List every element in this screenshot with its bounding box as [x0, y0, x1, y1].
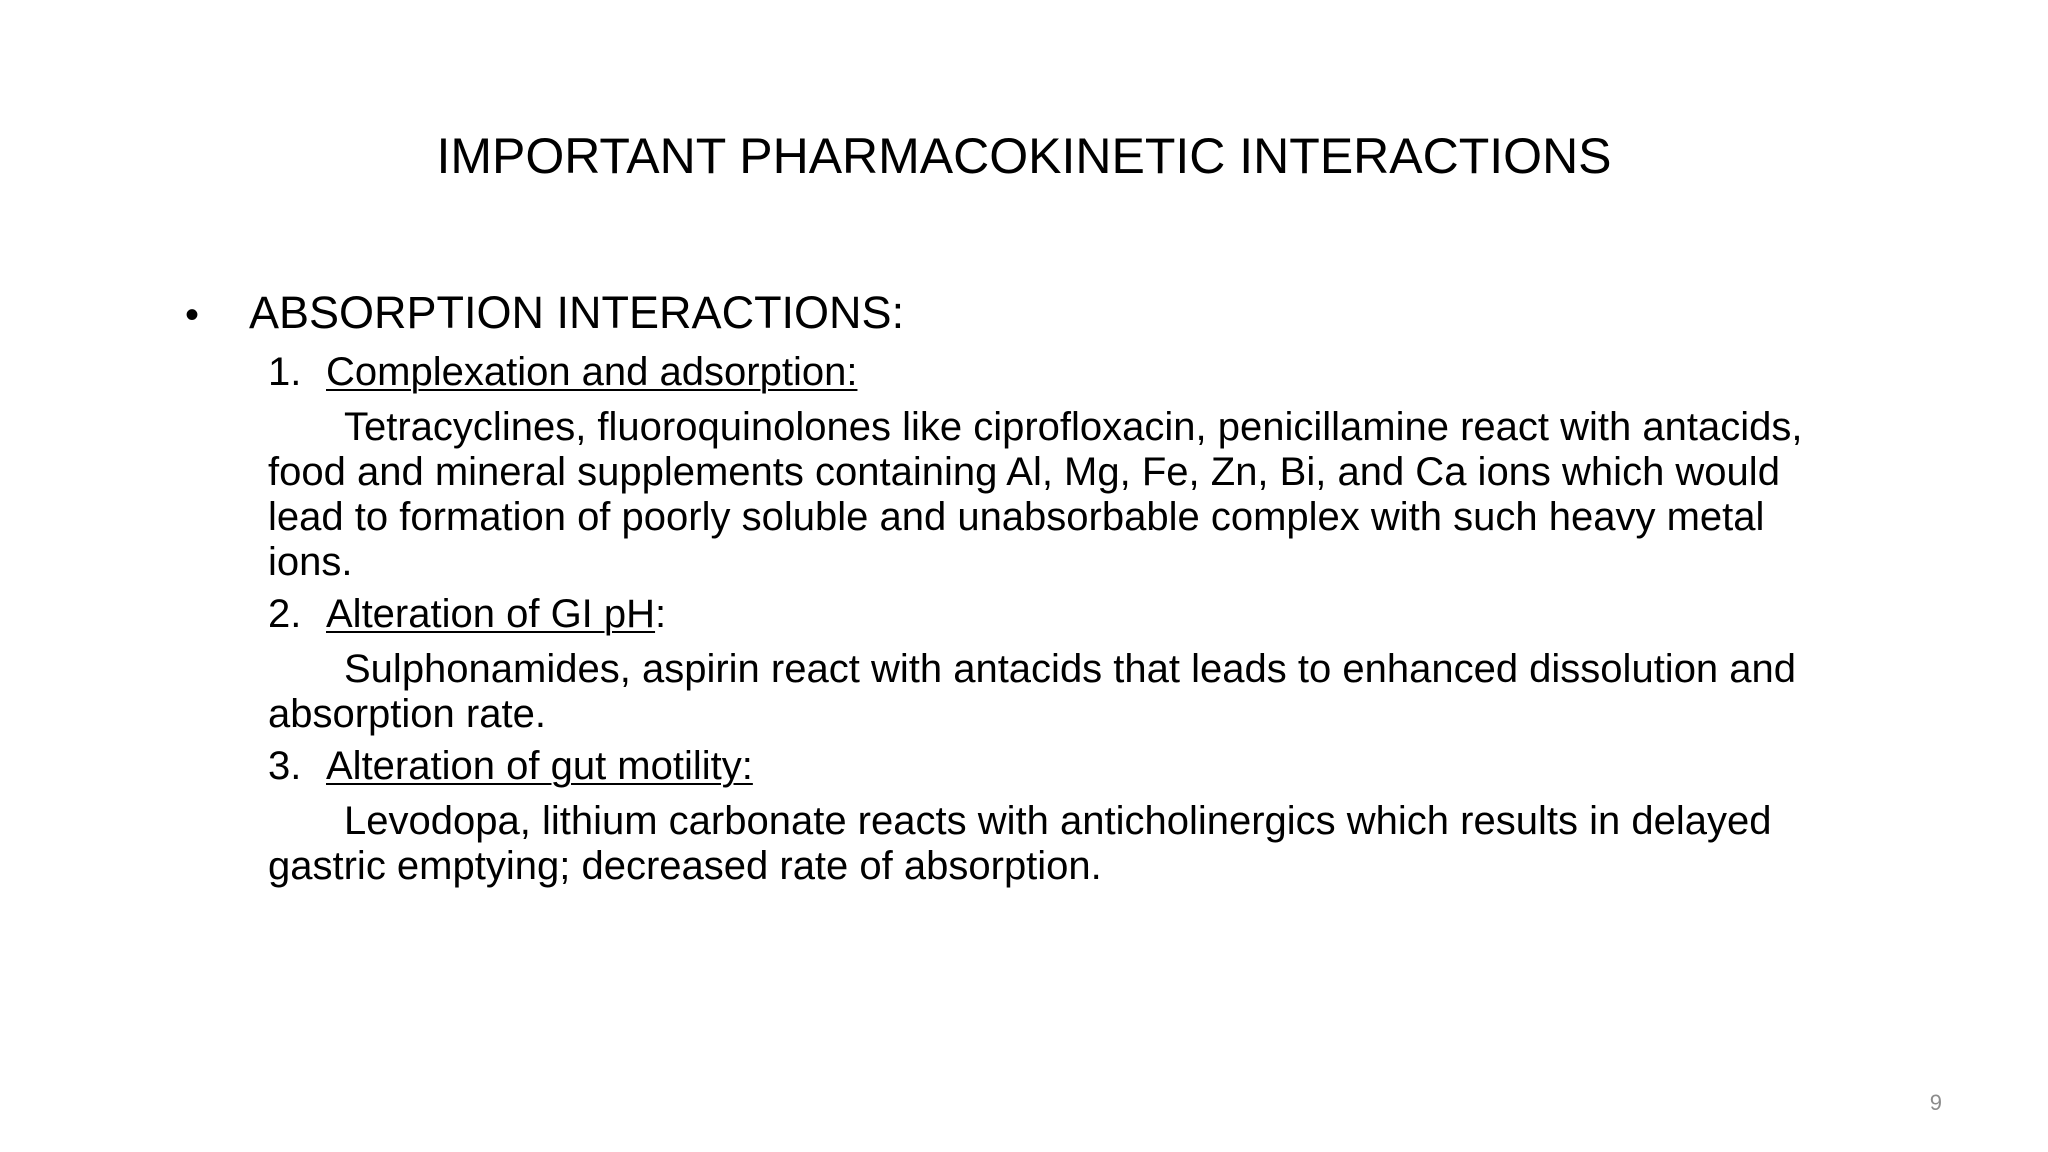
item-label: Alteration of GI pH: [326, 592, 656, 636]
item-number: 3.: [268, 744, 302, 788]
item-heading: [268, 591, 1885, 637]
item-label-suffix: :: [655, 592, 667, 636]
bullet-icon: •: [185, 293, 200, 337]
item-label: Alteration of gut motility:: [326, 744, 753, 788]
item-number: 1.: [268, 350, 302, 394]
list-item: [268, 591, 1885, 737]
section-heading-text: ABSORPTION INTERACTIONS:: [249, 287, 905, 338]
item-description: Levodopa, lithium carbonate reacts with anticholinergics which results in delayed gastric emptying; decreased rate of absorption.: [268, 799, 1772, 888]
item-description: Sulphonamides, aspirin react with antacids that leads to enhanced dissolution and absorption rate.: [268, 647, 1797, 736]
section-heading: [185, 285, 1885, 343]
list-item: [268, 743, 1885, 889]
absorption-section: [185, 285, 1885, 889]
item-heading: [268, 743, 1885, 789]
item-number: 2.: [268, 592, 302, 636]
slide-title: IMPORTANT PHARMACOKINETIC INTERACTIONS: [436, 128, 1612, 184]
page-number: 9: [1929, 1090, 1942, 1115]
item-heading: [268, 349, 1885, 395]
item-description: Tetracyclines, fluoroquinolones like ciprofloxacin, penicillamine react with antacids, food and mineral supplements containing Al, Mg, Fe, Zn, Bi, and Ca ions which would lead to formation of poorly soluble and unabsorbable complex with such heavy metal ions.: [268, 405, 1803, 584]
interaction-list: [268, 349, 1885, 889]
item-label: Complexation and adsorption:: [326, 350, 858, 394]
list-item: [268, 349, 1885, 585]
